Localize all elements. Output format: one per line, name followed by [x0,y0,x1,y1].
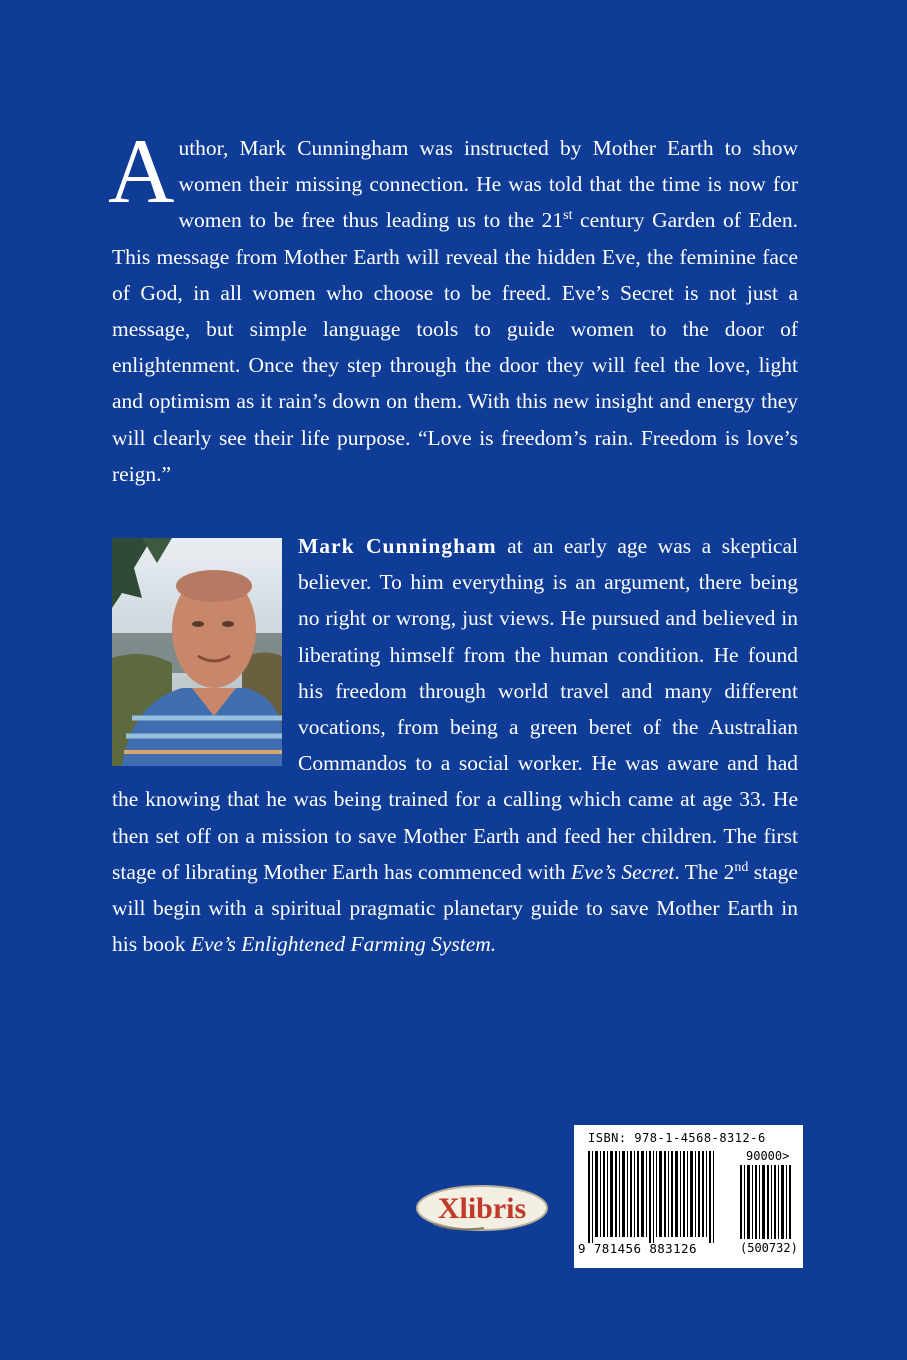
barcode-digits: 9 781456 883126 [578,1241,697,1256]
bio-text-1: at an early age was a skeptical believer. To him everything is an argument, there being no right or wrong, just views. He pursued and believed in liberating himself from the human condition. He found his freedom through world travel and many different vocations, from being a green beret of the Australian Commandos to a social worker. He was aware and had the knowing that he was being trained for a calling which came at age 33. He then set off on a mission to save Mother Earth and feed her children. The first stage of librating Mother Earth has commenced with [112,534,798,884]
blurb-text-2: century Garden of Eden. This message from Mother Earth will reveal the hidden Eve, the feminine face of God, in all women who choose to be freed. Eve’s Secret is not just a message, but simple language tools to guide women to the door of enlightenment. Once they step through the door they will feel the love, light and optimism as it rain’s down on them. With this new insight and energy they will clearly see their life purpose. “Love is freedom’s rain. Freedom is love’s reign.” [112,208,798,486]
publisher-name: Xlibris [437,1192,527,1225]
blurb-superscript: st [563,208,573,224]
bio-text-3: stage will begin with a spiritual pragmatic planetary guide to save Mother Earth in his book [112,859,798,957]
barcode-addon: (500732) [740,1241,798,1255]
bio-author-name: Mark Cunningham [298,534,497,558]
cover-blurb [108,120,798,492]
book-title-eves-secret: Eve’s Secret [571,859,675,884]
barcode [574,1125,803,1268]
drop-cap: A [108,120,175,222]
author-bio [112,528,798,962]
bio-text-2: . The 2 [674,859,735,884]
xlibris-logo [414,1180,550,1236]
book-title-farming-system: Eve’s Enlightened Farming System. [190,932,497,957]
price-code: 90000> [746,1149,790,1163]
blurb-text-1: uthor, Mark Cunningham was instructed by Mother Earth to show women their missing connection. He was told that the time is now for women to be free thus leading us to the 21 [178,136,798,233]
author-photo [112,538,282,766]
bio-superscript: nd [734,859,749,875]
isbn-label: ISBN: 978-1-4568-8312-6 [588,1131,766,1145]
